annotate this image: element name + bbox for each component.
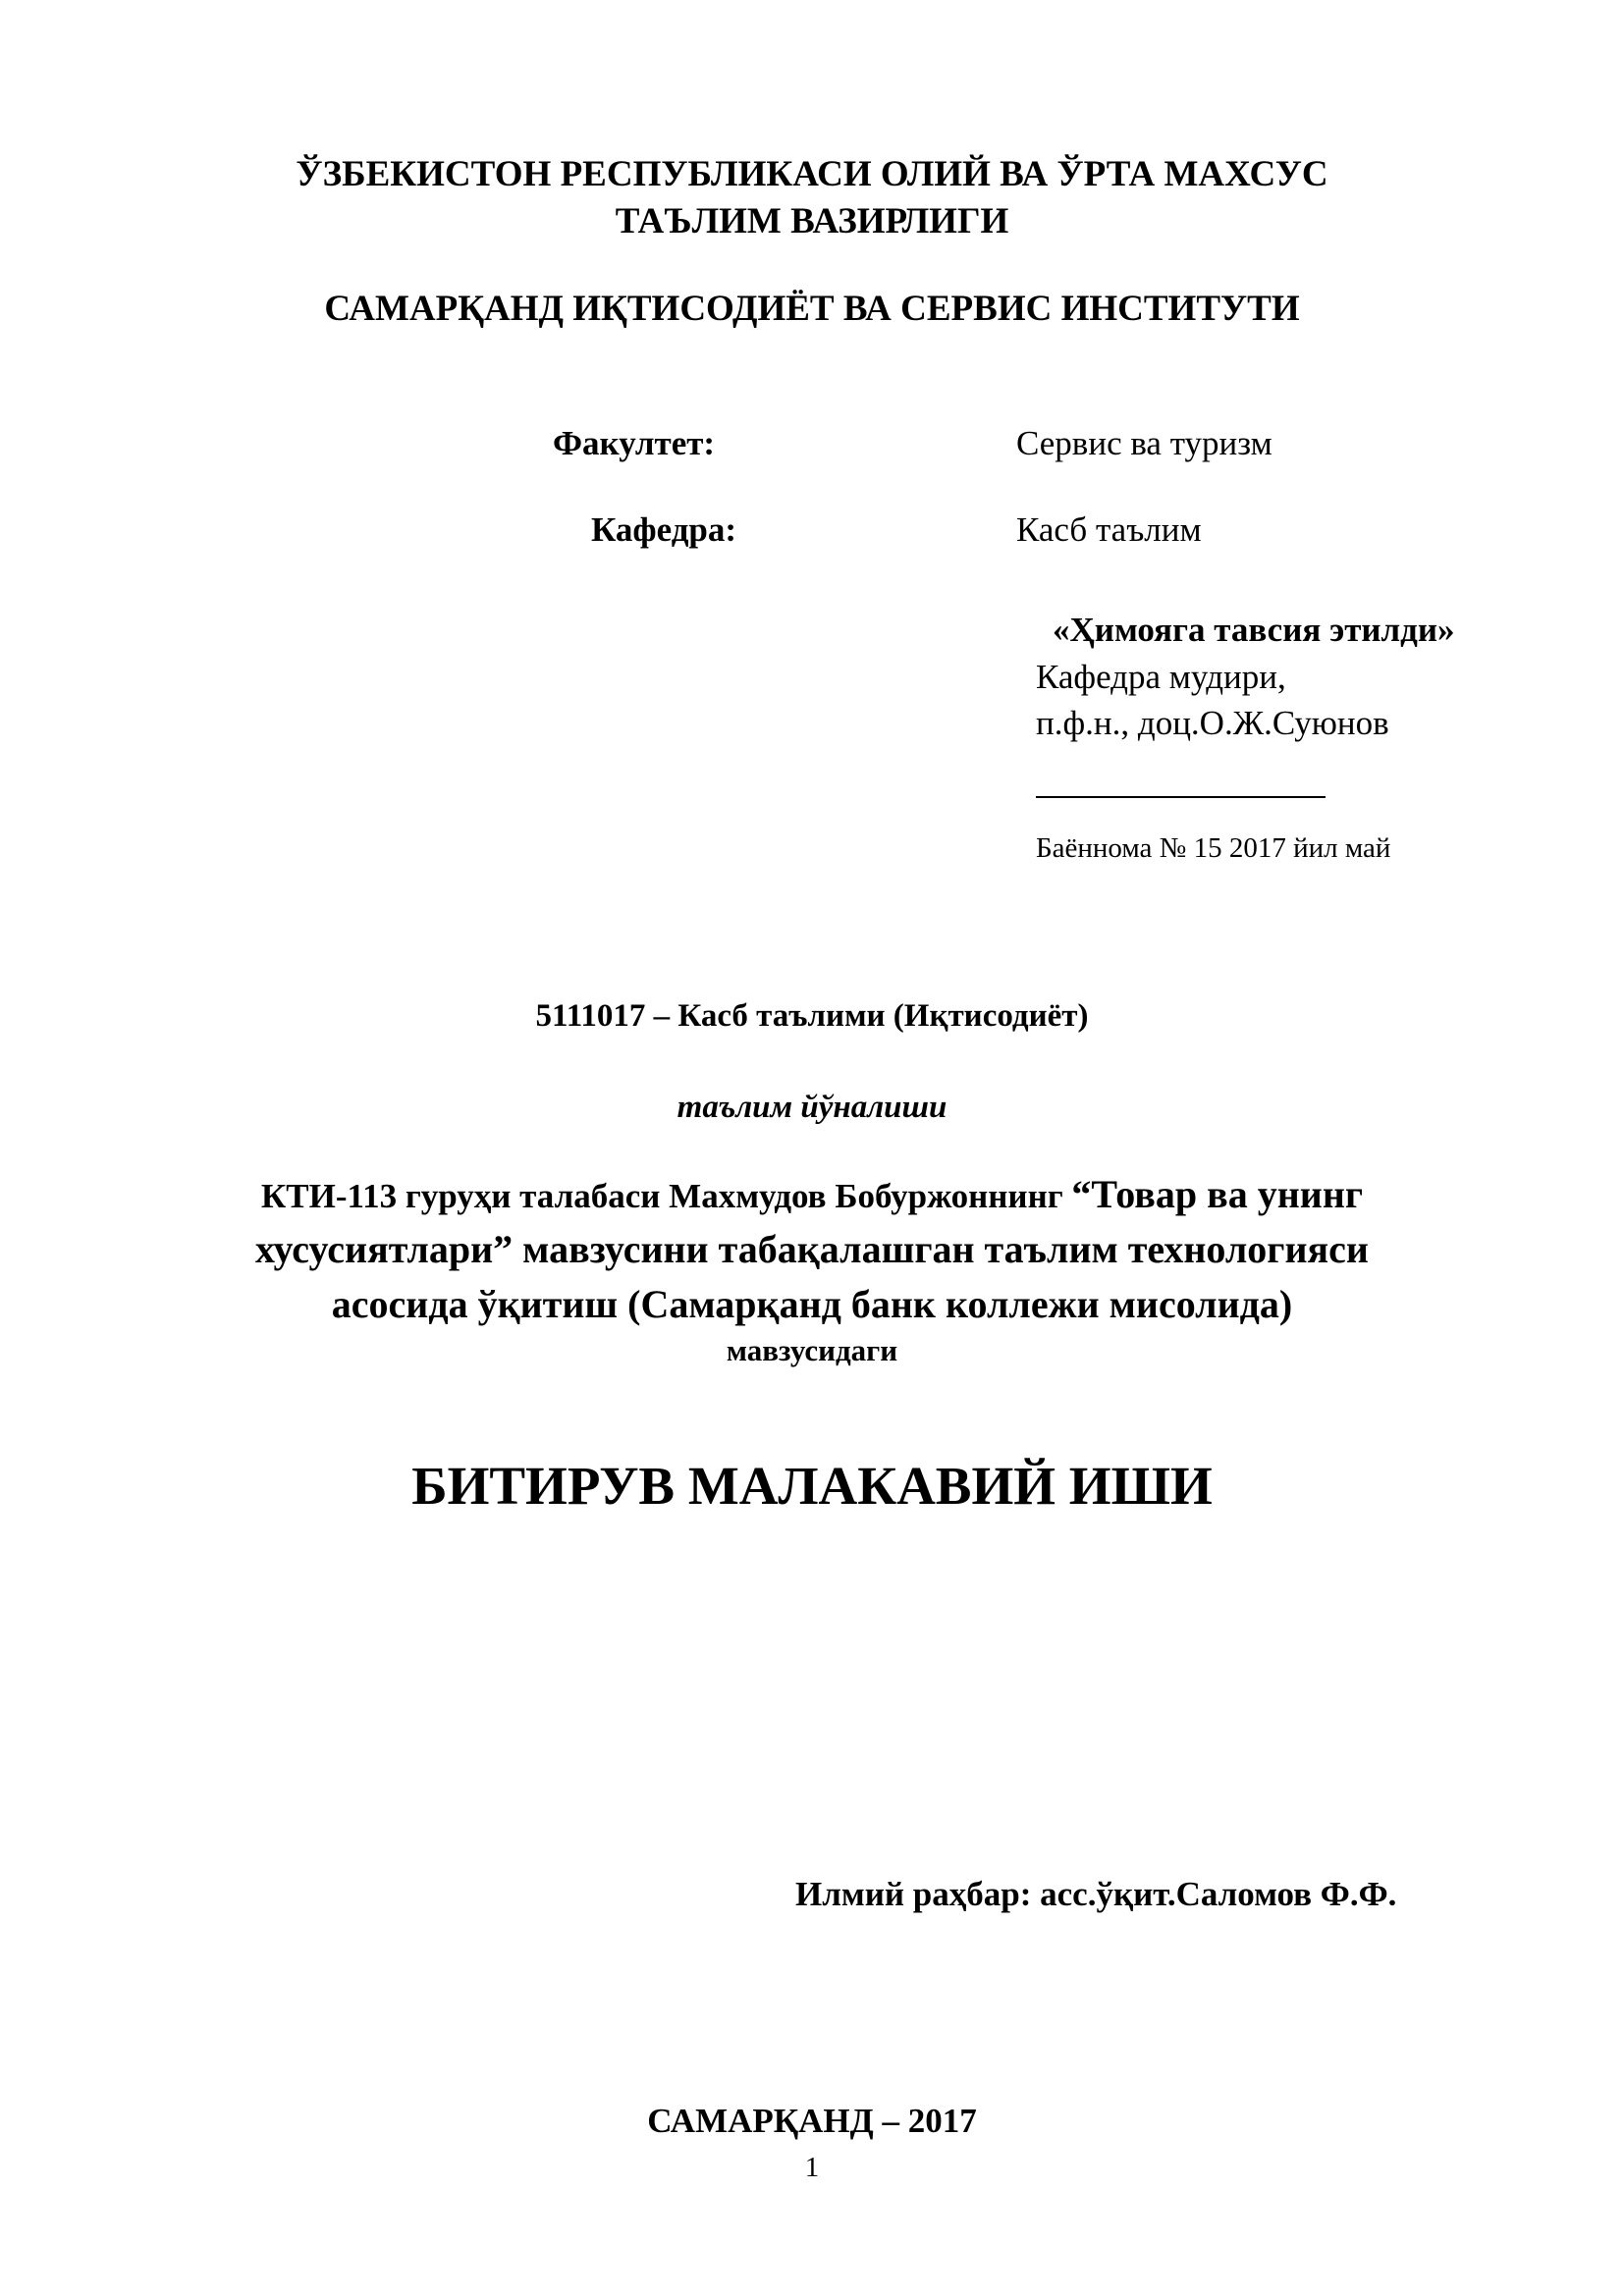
approval-head-name: п.ф.н., доц.О.Ж.Суюнов — [1036, 704, 1389, 742]
topic-line-3: асосида ўқитиш (Самарқанд банк коллежи мисолида) — [331, 1282, 1293, 1326]
signature-line — [1036, 796, 1326, 798]
approval-title: «Ҳимояга тавсия этилди» — [1053, 611, 1455, 649]
institute-name: САМАРҚАНД ИҚТИСОДИЁТ ВА СЕРВИС ИНСТИТУТИ — [324, 289, 1300, 329]
approval-position: Кафедра мудири, — [1036, 658, 1286, 696]
page-number: 1 — [804, 2152, 820, 2183]
topic-line-2: хусусиятлари” мавзусини табақалашган таълим технологияси — [255, 1227, 1369, 1271]
department-value: Касб таълим — [1016, 510, 1202, 549]
city-year: САМАРҚАНД – 2017 — [647, 2102, 977, 2140]
faculty-value: Сервис ва туризм — [1016, 424, 1272, 462]
specialty-code: 5111017 – Касб таълими (Иқтисодиёт) — [535, 998, 1089, 1034]
faculty-label: Факултет: — [553, 424, 716, 462]
ministry-line-1: ЎЗБЕКИСТОН РЕСПУБЛИКАСИ ОЛИЙ ВА ЎРТА МАХСУС — [296, 154, 1328, 194]
topic-line-1-title: “Товар ва унинг — [1071, 1172, 1364, 1216]
topic-line-1-student: КТИ-113 гуруҳи талабаси Махмудов Бобуржоннинг — [260, 1177, 1072, 1215]
education-direction: таълим йўналиши — [677, 1090, 947, 1125]
supervisor: Илмий раҳбар: асс.ўқит.Саломов Ф.Ф. — [795, 1875, 1397, 1913]
protocol-line: Баённома № 15 2017 йил май — [1036, 832, 1391, 864]
department-label: Кафедра: — [591, 510, 737, 549]
ministry-line-2: ТАЪЛИМ ВАЗИРЛИГИ — [615, 201, 1009, 241]
work-title: БИТИРУВ МАЛАКАВИЙ ИШИ — [411, 1456, 1213, 1516]
topic-line-4: мавзусидаги — [726, 1333, 898, 1367]
topic-line-1 — [0, 1171, 1624, 1217]
